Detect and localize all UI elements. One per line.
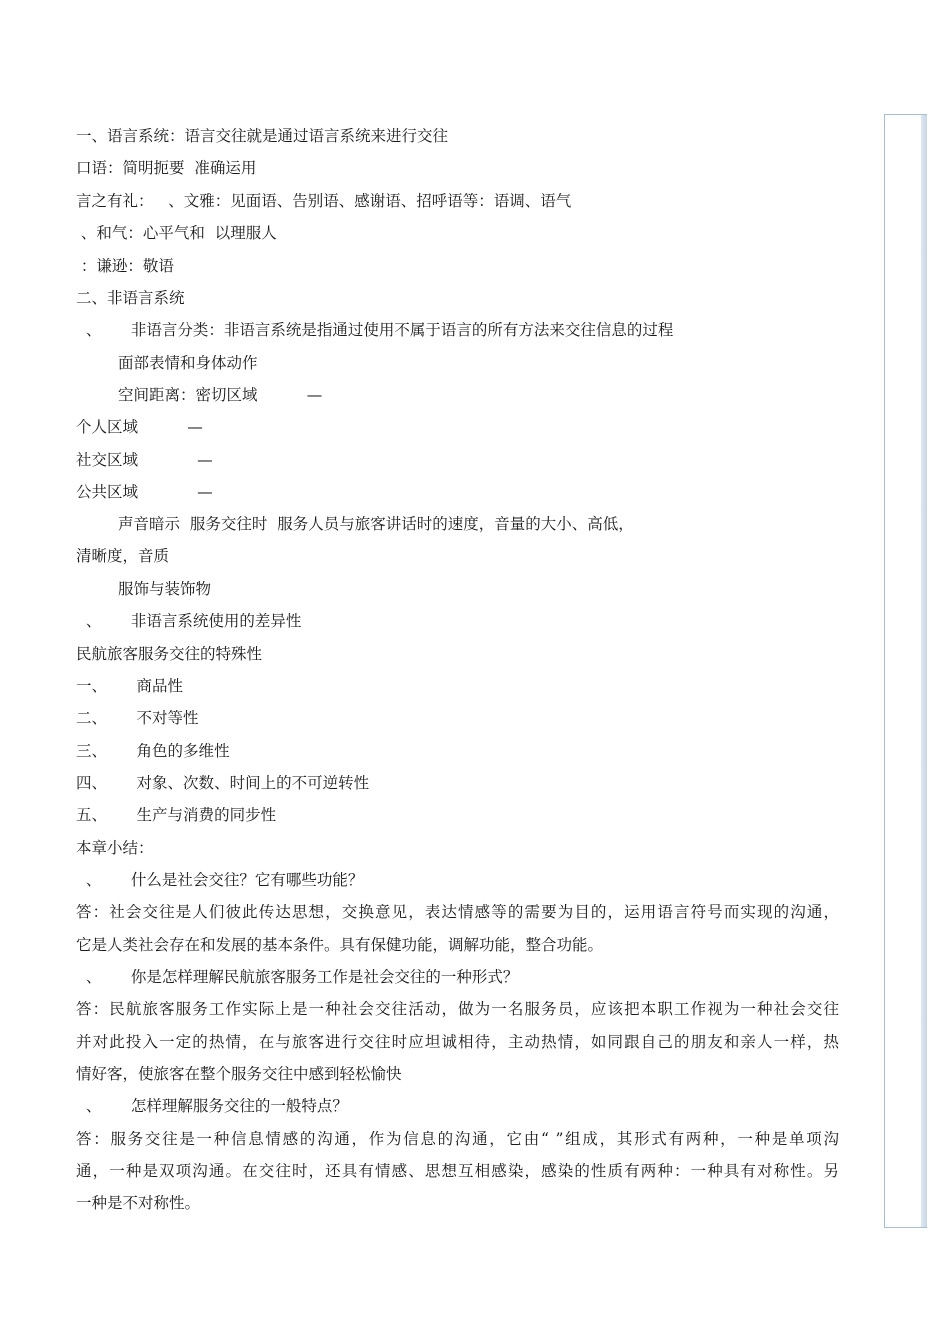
question-line: 、 怎样理解服务交往的一般特点？ xyxy=(76,1097,348,1115)
text-line: 清晰度，音质 xyxy=(76,547,170,565)
text-line: 口语：简明扼要 准确运用 xyxy=(76,159,257,177)
text-line: 社交区域 — xyxy=(76,451,213,469)
list-item: 二、 不对等性 xyxy=(76,709,199,727)
sidebar-panel xyxy=(884,114,927,1228)
answer-line: 并对此投入一定的热情，在与旅客进行交往时应坦诚相待，主动热情，如同跟自己的朋友和亲人一样，热 xyxy=(76,1033,839,1051)
text-line: ：谦逊：敬语 xyxy=(76,257,174,275)
text-line: 个人区域 — xyxy=(76,418,203,436)
section-heading: 民航旅客服务交往的特殊性 xyxy=(76,645,263,663)
list-item: 五、 生产与消费的同步性 xyxy=(76,806,277,824)
answer-line: 答：服务交往是一种信息情感的沟通，作为信息的沟通，它由“ ”组成，其形式有两种，一种是单项沟 xyxy=(76,1130,839,1148)
text-line: 公共区域 — xyxy=(76,483,213,501)
text-line: 声音暗示 服务交往时 服务人员与旅客讲话时的速度，音量的大小、高低， xyxy=(118,515,634,533)
list-item: 三、 角色的多维性 xyxy=(76,742,230,760)
answer-line: 情好客，使旅客在整个服务交往中感到轻松愉快 xyxy=(76,1065,402,1083)
text-line: 、 非语言分类：非语言系统是指通过使用不属于语言的所有方法来交往信息的过程 xyxy=(76,321,674,339)
question-line: 、 什么是社会交往？它有哪些功能？ xyxy=(76,871,364,889)
answer-line: 通，一种是双项沟通。在交往时，还具有情感、思想互相感染，感染的性质有两种：一种具有对称性。另 xyxy=(76,1162,839,1180)
text-line: 、 非语言系统使用的差异性 xyxy=(76,612,302,630)
answer-line: 一种是不对称性。 xyxy=(76,1194,201,1212)
list-item: 一、 商品性 xyxy=(76,677,184,695)
text-line: 空间距离：密切区域 — xyxy=(118,386,323,404)
section-heading: 二、非语言系统 xyxy=(76,289,185,307)
text-line: 一、语言系统：语言交往就是通过语言系统来进行交往 xyxy=(76,127,449,145)
text-line: 言之有礼： 、文雅：见面语、告别语、感谢语、招呼语等：语调、语气 xyxy=(76,192,572,210)
answer-line: 答：民航旅客服务工作实际上是一种社会交往活动，做为一名服务员，应该把本职工作视为一种社会交往 xyxy=(76,1000,839,1018)
answer-line: 答：社会交往是人们彼此传达思想，交换意见，表达情感等的需要为目的，运用语言符号而实现的沟通， xyxy=(76,903,839,921)
answer-line: 它是人类社会存在和发展的基本条件。具有保健功能，调解功能，整合功能。 xyxy=(76,936,604,954)
text-line: 服饰与装饰物 xyxy=(118,580,212,598)
list-item: 四、 对象、次数、时间上的不可逆转性 xyxy=(76,774,370,792)
question-line: 、 你是怎样理解民航旅客服务工作是社会交往的一种形式？ xyxy=(76,968,519,986)
section-heading: 本章小结： xyxy=(76,839,154,857)
text-line: 、和气：心平气和 以理服人 xyxy=(76,224,277,242)
sidebar-panel-shade xyxy=(921,115,927,1227)
text-line: 面部表情和身体动作 xyxy=(118,354,258,372)
